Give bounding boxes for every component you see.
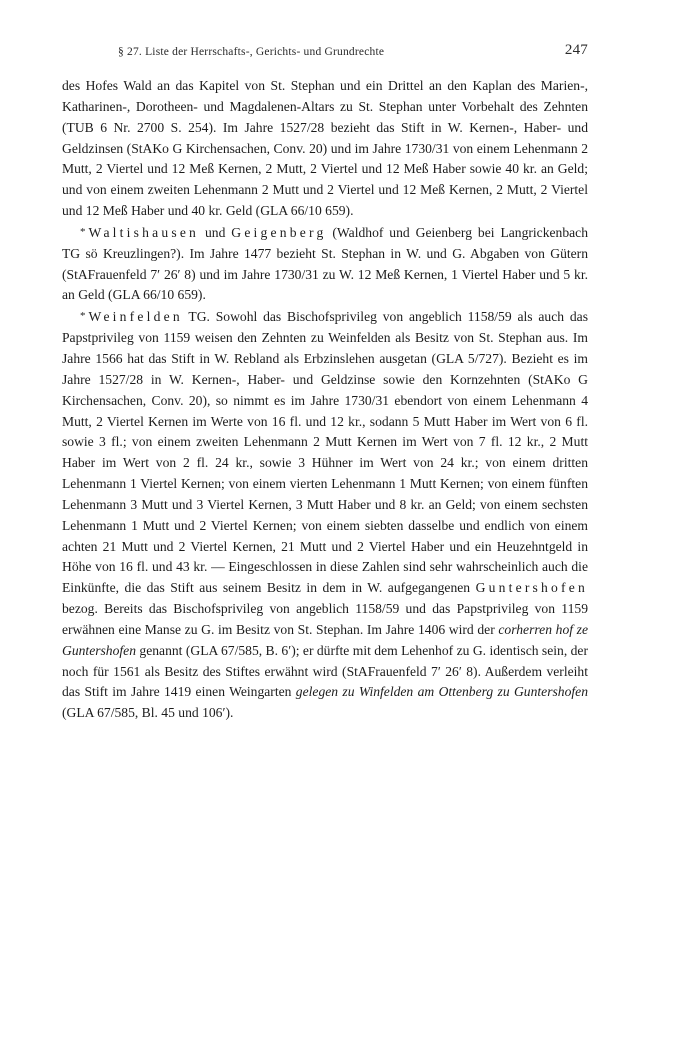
entry-waltishausen — [62, 222, 588, 306]
place-name-weinfelden: Weinfelden — [88, 309, 183, 325]
entry-text-part-3: genannt (GLA 67/585, B. 6′); er dürfte mit dem Lehenhof zu G. identisch sein, der noch für 1561 als Besitz des Stiftes erwähnt wird (StAFrauenfeld 7′ 26′ 8). Außerdem verleiht das Stift im Jahre 1419 einen Weingarten — [62, 642, 588, 700]
entry-text-part-1: TG. Sowohl das Bischofsprivileg von angeblich 1158/59 als auch das Papstprivileg von 1159 weisen den Zehnten zu Weinfelden als Besitz von St. Stephan aus. Im Jahre 1566 hat das Stift in W. Rebland als Erbzinslehen ausgetan (GLA 5/727). Bezieht es im Jahre 1527/28 in W. Kernen-, Haber- und Geldzinse sowie den Kornzehnten (StAKo G Kirchensachen, Conv. 20), so nimmt es im Jahre 1730/31 ebendort von einem Lehenmann 4 Mutt, 2 Viertel Kernen im Werte von 16 fl. und 12 kr., sodann 5 Mutt Haber im Wert von 6 fl. sowie 3 fl.; von einem zweiten Lehenmann 2 Mutt Kernen im Wert von 7 fl. 12 kr., 2 Mutt Haber im Wert von 2 fl. 24 kr., sowie 3 Hühner im Wert von 24 kr.; von einem dritten Lehenmann 1 Viertel Kernen; von einem vierten Lehenmann 1 Mutt Kernen; von einem fünften Lehenmann 3 Mutt und 3 Viertel Kernen, 3 Mutt Haber und 8 kr. an Geld; von einem sechsten Lehenmann 1 Mutt und 2 Viertel Kernen; von einem siebten dasselbe und endlich von einem achten 21 Mutt und 2 Viertel Kernen, 21 Mutt und 2 Viertel Haber und ein Heuzehntgeld in Höhe von 16 fl. und 43 kr. — Eingeschlossen in diese Zahlen sind sehr wahrscheinlich auch die Einkünfte, die das Stift aus seinem Besitz in dem in W. aufgegangenen — [62, 309, 588, 596]
place-name-geigenberg: Geigenberg — [231, 224, 327, 240]
quote-corherren-hof: corherren hof ze Guntershofen — [62, 621, 588, 658]
entry-text: (Waldhof und Geienberg bei Langrickenbach TG sö Kreuzlingen?). Im Jahre 1477 bezieht St. Stephan in W. und G. Abgaben von Gütern (StAFrauenfeld 7′ 26′ 8) und im Jahre 1730/31 zu W. 12 Meß Kernen, 1 Viertel Haber und 5 kr. an Geld (GLA 66/10 659). — [62, 224, 588, 303]
entry-weinfelden — [62, 306, 588, 724]
entry-marker: * — [80, 225, 86, 238]
quote-weingarten: gelegen zu Winfelden am Ottenberg zu Guntershofen — [295, 684, 588, 700]
paragraph-text: des Hofes Wald an das Kapitel von St. Stephan und ein Drittel an den Kaplan des Marien-, Katharinen-, Dorotheen- und Magdalenen-Altars zu St. Stephan unter Vorbehalt des Zehnten (TUB 6 Nr. 2700 S. 254). Im Jahre 1527/28 bezieht das Stift in W. Kernen-, Haber- und Geldzinsen (StAKo G Kirchensachen, Conv. 20) und im Jahre 1730/31 von einem Lehenmann 2 Mutt, 2 Viertel und 12 Meß Kernen, 2 Mutt, 2 Viertel und 12 Meß Haber sowie 40 kr. an Geld; und von einem zweiten Lehenmann 2 Mutt und 2 Viertel und 12 Meß Kernen, 2 Mutt, 2 Viertel und 12 Meß Haber und 40 kr. Geld (GLA 66/10 659). — [62, 78, 588, 219]
paragraph-hof-wald — [62, 76, 588, 222]
entry-text-part-4: (GLA 67/585, Bl. 45 und 106′). — [62, 705, 234, 721]
entry-marker: * — [80, 310, 86, 323]
running-title: § 27. Liste der Herrschafts-, Gerichts- und Grundrechte — [118, 46, 385, 58]
place-name-waltishausen: Waltishausen — [88, 224, 200, 240]
entry-text-part-2: bezog. Bereits das Bischofsprivileg von angeblich 1158/59 und das Papstprivileg von 1159 erwähnen eine Manse zu G. im Besitz von St. Stephan. Im Jahre 1406 wird der — [62, 601, 588, 637]
book-page — [62, 40, 588, 724]
body-text — [62, 76, 588, 724]
running-head — [62, 40, 588, 64]
page-number: 247 — [564, 42, 588, 58]
connector-text: und — [199, 224, 232, 240]
place-name-guntershofen: Guntershofen — [475, 580, 588, 596]
